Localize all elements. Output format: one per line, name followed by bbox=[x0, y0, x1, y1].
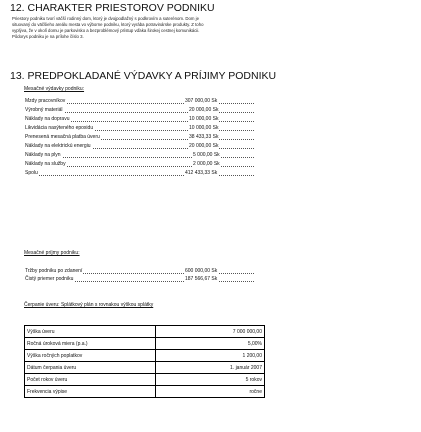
paragraph-line: Pôdorys podniku je na prílohe číslo 3. bbox=[12, 34, 84, 39]
expense-value: 10 000,00 Sk bbox=[189, 116, 219, 122]
expense-total-row bbox=[24, 170, 254, 179]
table-row bbox=[25, 374, 265, 386]
expense-label: Mzdy pracovníkov bbox=[25, 98, 66, 104]
loan-cell-value: 1. január 2007 bbox=[156, 362, 265, 374]
expense-value: 2 000,00 Sk bbox=[193, 161, 220, 167]
expense-label: Výrobný materiál bbox=[25, 107, 63, 113]
expense-row bbox=[24, 143, 254, 152]
table-row bbox=[25, 350, 265, 362]
expense-value: 10 000,00 Sk bbox=[189, 125, 219, 131]
expense-value: 307 000,00 Sk bbox=[185, 98, 218, 104]
income-value: 600 000,00 Sk bbox=[185, 268, 218, 274]
expense-label: Spolu bbox=[25, 170, 38, 176]
section-13-heading: 13. PREDPOKLADANÉ VÝDAVKY A PRÍJIMY PODNIKU bbox=[10, 70, 277, 82]
expense-row bbox=[24, 134, 254, 143]
loan-cell-label: Frekvencia výpise bbox=[25, 386, 156, 398]
expense-row bbox=[24, 98, 254, 107]
paragraph-line: Priestory podniku tvorí väčší rodinný dom, ktorý je dvojpodlažný s podkrovím a suterénom. Dom je bbox=[12, 16, 199, 21]
table-row bbox=[25, 338, 265, 350]
expense-row bbox=[24, 107, 254, 116]
loan-cell-value: 7 000 000,00 bbox=[156, 326, 265, 338]
table-row bbox=[25, 386, 265, 398]
expense-value: 20 000,00 Sk bbox=[189, 143, 219, 149]
expense-label: Náklady na služby bbox=[25, 161, 66, 167]
expense-row bbox=[24, 161, 254, 170]
section-12-paragraph bbox=[12, 16, 407, 40]
expense-row bbox=[24, 125, 254, 134]
income-label: Čistý priemer podniku bbox=[25, 276, 74, 282]
loan-cell-value: 5,00% bbox=[156, 338, 265, 350]
expense-label: Náklady na dopravu bbox=[25, 116, 70, 122]
expense-value: 5 000,00 Sk bbox=[193, 152, 220, 158]
loan-cell-label: Počet rokov úveru bbox=[25, 374, 156, 386]
expense-row bbox=[24, 116, 254, 125]
loan-table bbox=[24, 325, 265, 398]
loan-cell-value: 1 200,00 bbox=[156, 350, 265, 362]
loan-cell-label: Výška úveru bbox=[25, 326, 156, 338]
expense-label: Prenesená mesačná platba úveru bbox=[25, 134, 100, 140]
table-row bbox=[25, 326, 265, 338]
expense-value: 38 433,33 Sk bbox=[189, 134, 219, 140]
expense-value: 20 000,00 Sk bbox=[189, 107, 219, 113]
loan-heading: Čerpanie úveru: Splátkový plán s rovnakou výškou splátky bbox=[24, 302, 154, 308]
loan-cell-value: 5 rokov bbox=[156, 374, 265, 386]
expenses-heading: Mesačné výdavky podniku: bbox=[24, 86, 85, 92]
paragraph-line: vyplýva, že v okolí domu je parkovisko a bezproblémový prístup vďaka širokej cestnej komunikácii. bbox=[12, 28, 200, 33]
income-label: Tržby podniku po zdanení bbox=[25, 268, 83, 274]
expense-label: Náklady na elektrickú energiu bbox=[25, 143, 91, 149]
loan-cell-label: Dátum čerpania úveru bbox=[25, 362, 156, 374]
loan-cell-value: ročne bbox=[156, 386, 265, 398]
expense-value: 412 433,33 Sk bbox=[185, 170, 218, 176]
expense-label: Likvidácia nasýteného epoxidu bbox=[25, 125, 94, 131]
income-value: 187 566,67 Sk bbox=[185, 276, 218, 282]
section-12-heading: 12. CHARAKTER PRIESTOROV PODNIKU bbox=[10, 2, 215, 14]
loan-cell-label: Ročná úroková miera (p.a.) bbox=[25, 338, 156, 350]
loan-cell-label: Výška ročných poplatkov bbox=[25, 350, 156, 362]
table-row bbox=[25, 362, 265, 374]
income-heading: Mesačné príjmy podniku: bbox=[24, 250, 80, 256]
income-row bbox=[24, 276, 254, 285]
expense-label: Náklady na plyn bbox=[25, 152, 61, 158]
expense-row bbox=[24, 152, 254, 161]
paragraph-line: situovaný do väčšieho areálu mesta vo výborne podniku, ktorý vyrába potravinárske produkty. Z toho bbox=[12, 22, 204, 27]
